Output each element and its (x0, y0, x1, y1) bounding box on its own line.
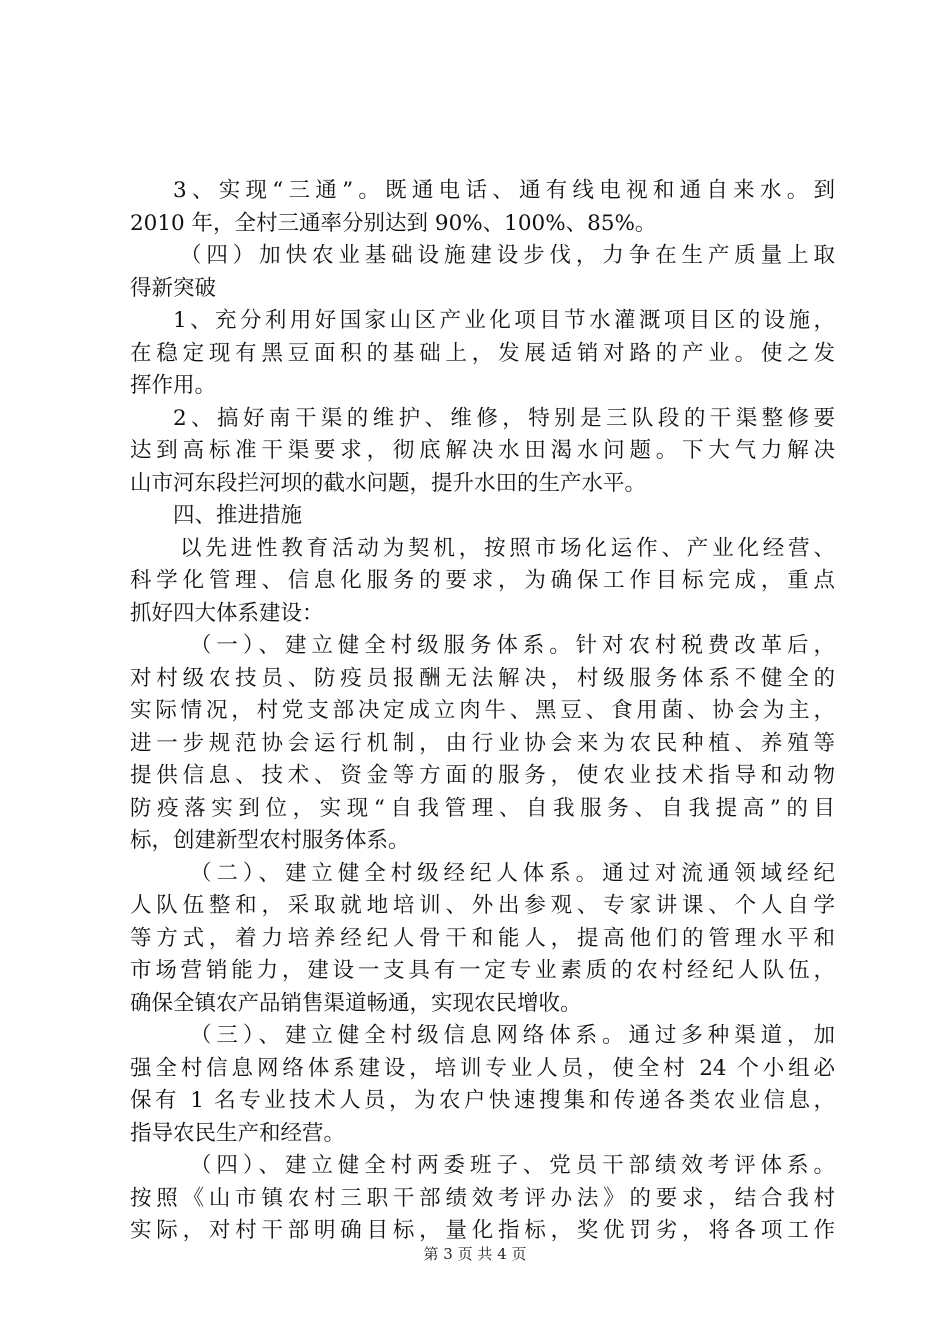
paragraph-line: 实际，对村干部明确目标，量化指标，奖优罚劣，将各项工作 (130, 1218, 835, 1243)
paragraph-line: 实际情况，村党支部决定成立肉牛、黑豆、食用菌、协会为主， (130, 698, 835, 723)
paragraph-line: 指导农民生产和经营。 (130, 1120, 346, 1146)
paragraph-line: 市场营销能力，建设一支具有一定专业素质的农村经纪人队伍， (130, 958, 835, 983)
paragraph-line: （二）、建立健全村级经纪人体系。通过对流通领域经纪 (190, 860, 835, 886)
paragraph-line: 等方式，着力培养经纪人骨干和能人，提高他们的管理水平和 (130, 925, 835, 951)
paragraph-line: 确保全镇农产品销售渠道畅通，实现农民增收。 (130, 990, 582, 1016)
paragraph-line: 2010 年，全村三通率分别达到 90%、100%、85%。 (130, 210, 657, 236)
page-number-footer: 第 3 页 共 4 页 (423, 1245, 527, 1263)
paragraph-line: 2、搞好南干渠的维护、维修，特别是三队段的干渠整修要 (173, 405, 835, 431)
paragraph-line: 人队伍整和，采取就地培训、外出参观、专家讲课、个人自学 (130, 893, 835, 918)
paragraph-line: 提供信息、技术、资金等方面的服务，使农业技术指导和动物 (130, 763, 835, 788)
paragraph-line: 保有 1 名专业技术人员，为农户快速搜集和传递各类农业信息， (130, 1088, 835, 1113)
paragraph-line: 达到高标准干渠要求，彻底解决水田渴水问题。下大气力解决 (130, 438, 835, 463)
section-heading-line: （四）加快农业基础设施建设步伐，力争在生产质量上取 (180, 243, 835, 268)
paragraph-line: 对村级农技员、防疫员报酬无法解决，村级服务体系不健全的 (130, 665, 835, 691)
paragraph-line: 挥作用。 (130, 373, 217, 398)
paragraph-line: （四）、建立健全村两委班子、党员干部绩效考评体系。 (190, 1153, 835, 1178)
paragraph-line: 进一步规范协会运行机制，由行业协会来为农民种植、养殖等 (130, 730, 835, 756)
paragraph-line: 1、充分利用好国家山区产业化项目节水灌溉项目区的设施， (173, 308, 835, 333)
section-heading-line: 四、推进措施 (173, 503, 303, 528)
paragraph-line: 标，创建新型农村服务体系。 (130, 828, 410, 853)
paragraph-line: 按照《山市镇农村三职干部绩效考评办法》的要求，结合我村 (130, 1185, 835, 1211)
paragraph-line: 在稳定现有黑豆面积的基础上，发展适销对路的产业。使之发 (130, 340, 835, 366)
paragraph-line: 抓好四大体系建设： (130, 600, 324, 626)
paragraph-line: 以先进性教育活动为契机，按照市场化运作、产业化经营、 (180, 535, 835, 561)
paragraph-line: （一）、建立健全村级服务体系。针对农村税费改革后， (190, 633, 835, 658)
paragraph-line: 科学化管理、信息化服务的要求，为确保工作目标完成，重点 (130, 568, 835, 593)
section-heading-line: 得新突破 (130, 275, 217, 301)
paragraph-line: 3、实现“三通”。既通电话、通有线电视和通自来水。到 (173, 178, 835, 203)
paragraph-line: 山市河东段拦河坝的截水问题，提升水田的生产水平。 (130, 470, 647, 496)
document-body (130, 175, 835, 1248)
paragraph-line: 强全村信息网络体系建设，培训专业人员，使全村 24 个小组必 (130, 1055, 835, 1081)
paragraph-line: （三）、建立健全村级信息网络体系。通过多种渠道，加 (190, 1023, 835, 1048)
paragraph-line: 防疫落实到位，实现“自我管理、自我服务、自我提高”的目 (130, 795, 835, 821)
